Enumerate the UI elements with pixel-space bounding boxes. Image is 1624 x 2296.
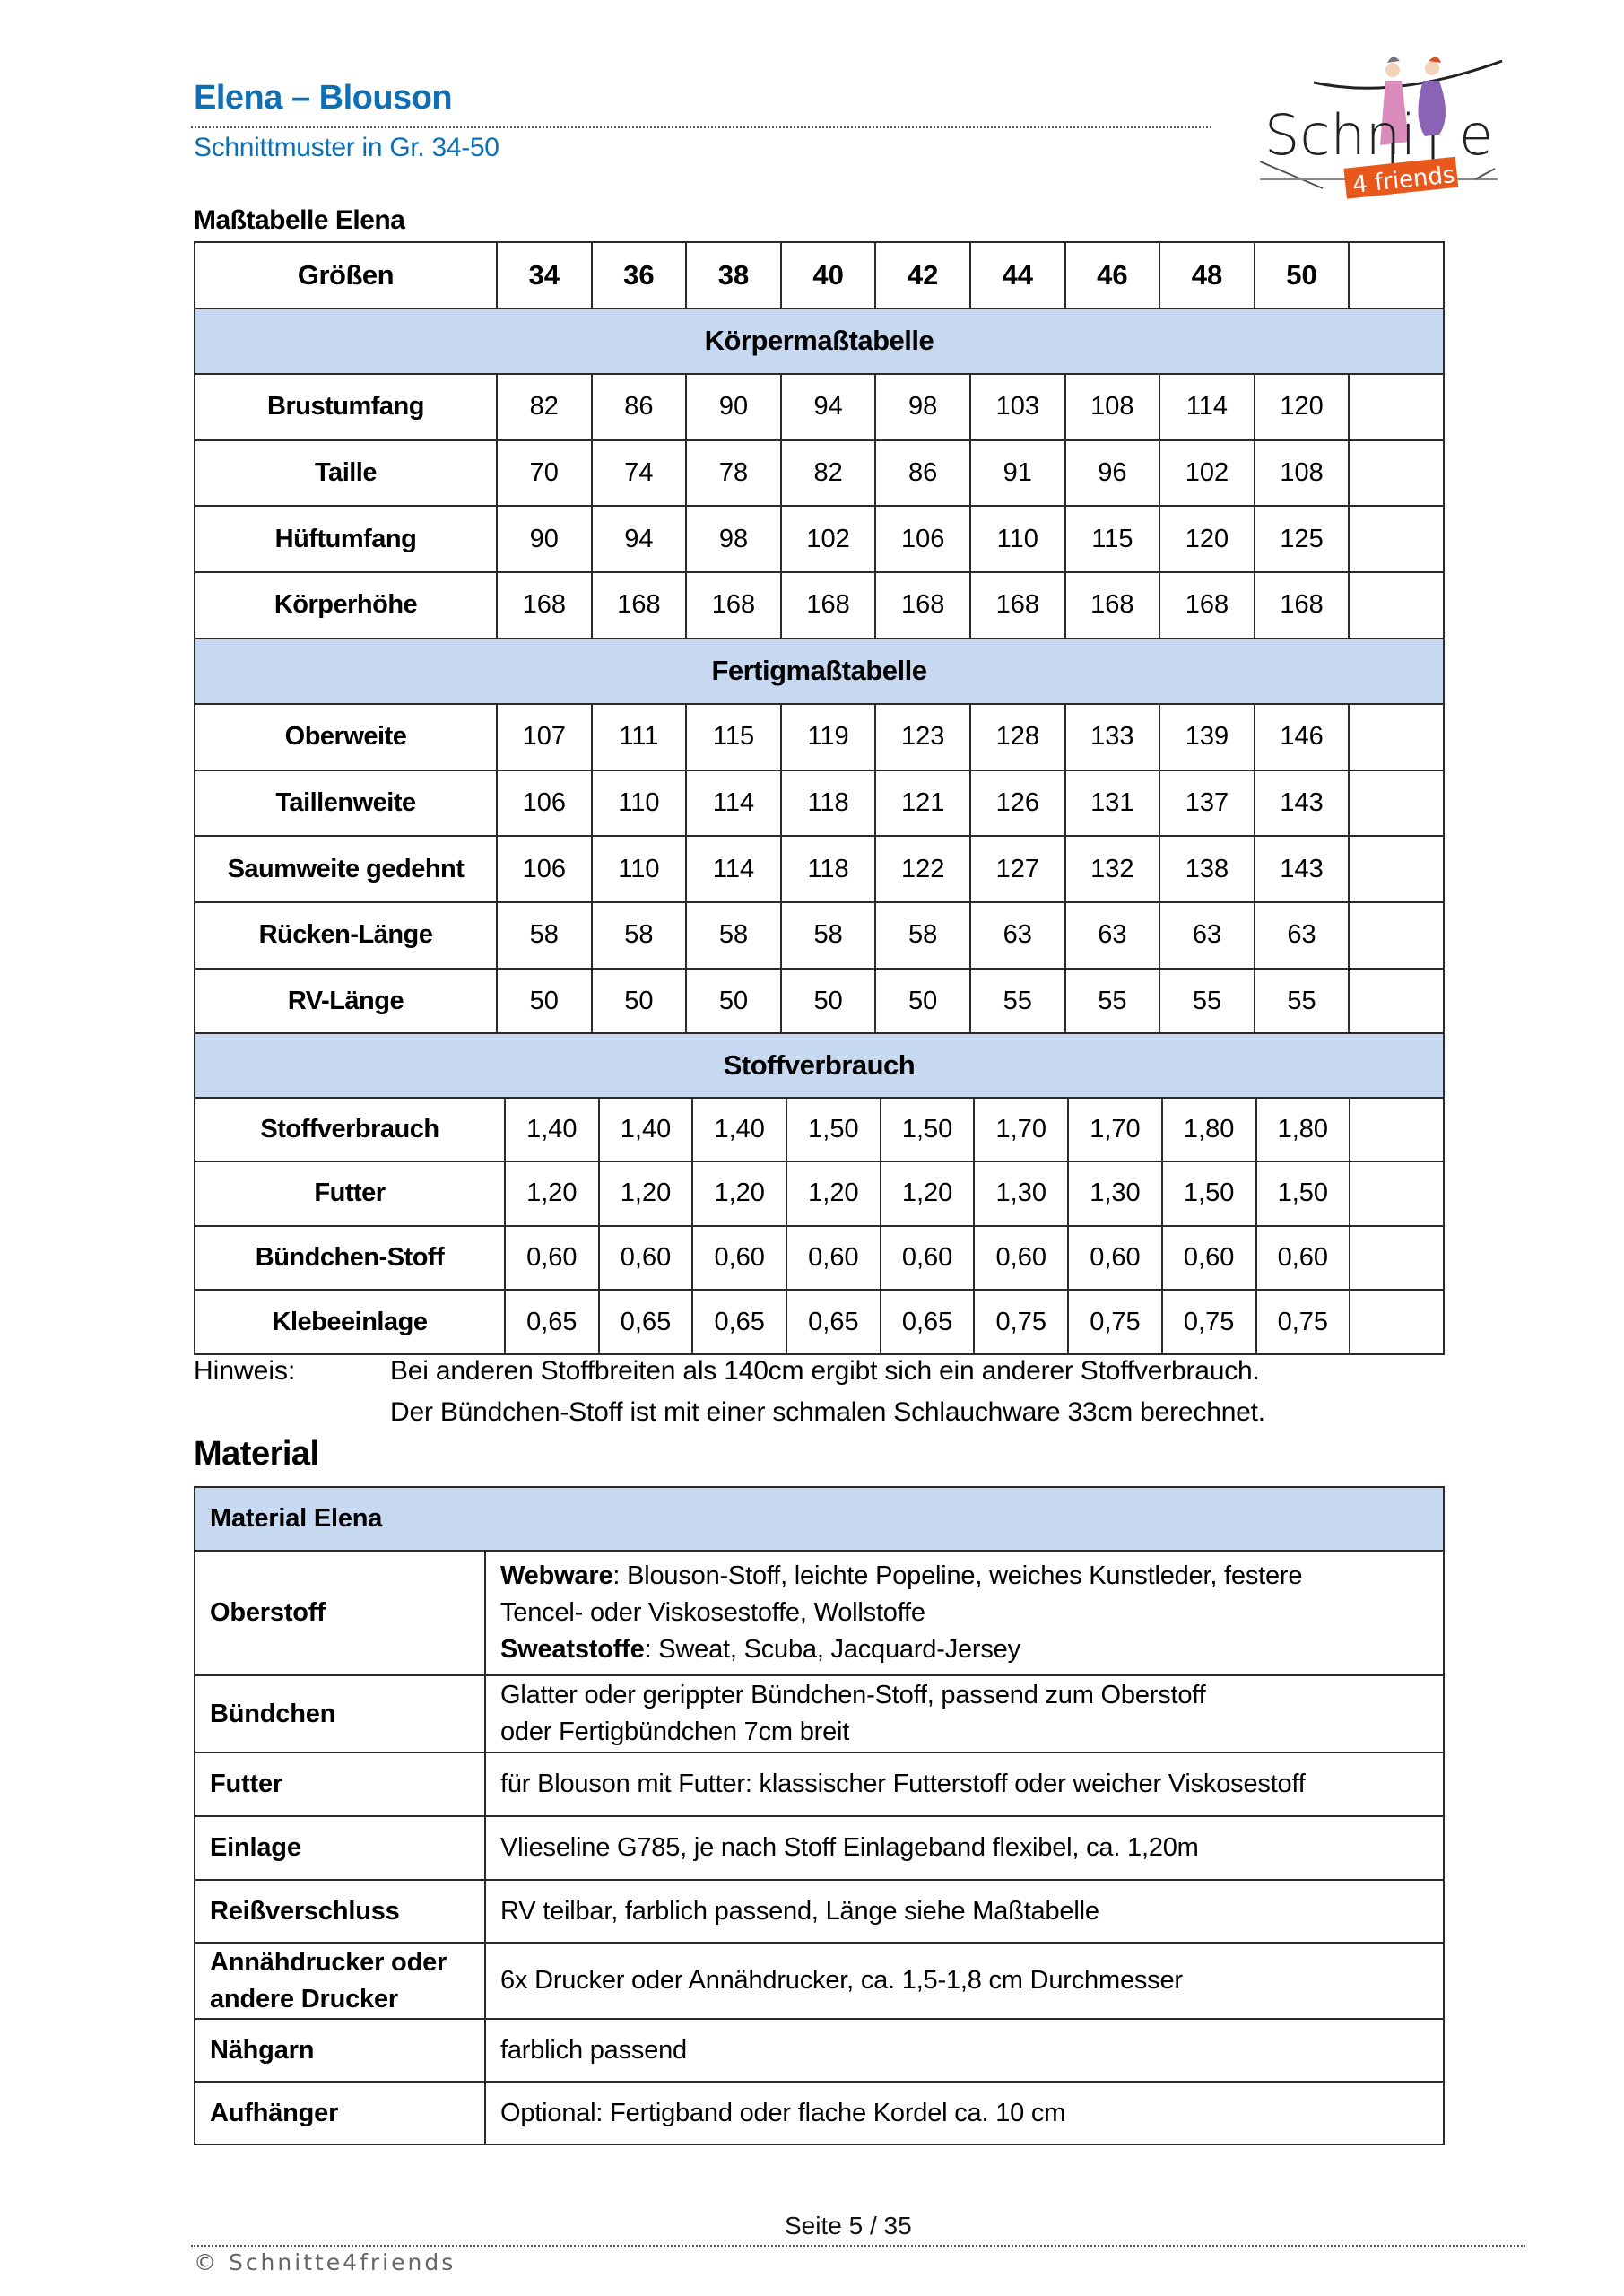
table-row xyxy=(195,506,1444,572)
material-label: Reißverschluss xyxy=(195,1880,485,1943)
value-cell: 0,60 xyxy=(692,1226,786,1291)
value-cell xyxy=(1350,1226,1444,1291)
value-cell: 168 xyxy=(1065,572,1160,639)
value-cell: 106 xyxy=(875,506,970,572)
value-cell: 94 xyxy=(781,374,876,440)
material-label: Annähdrucker oder andere Drucker xyxy=(195,1943,485,2019)
value-cell: 125 xyxy=(1255,506,1350,572)
value-cell: 55 xyxy=(1065,969,1160,1035)
value-cell: 0,60 xyxy=(505,1226,599,1291)
header-divider xyxy=(191,126,1211,128)
description-text: Tencel- oder Viskosestoffe, Wollstoffe xyxy=(500,1598,925,1627)
value-cell xyxy=(1350,1290,1444,1354)
value-cell: 58 xyxy=(497,902,592,969)
value-cell: 0,60 xyxy=(1068,1226,1162,1291)
description-line xyxy=(500,1558,1443,1595)
value-cell: 168 xyxy=(592,572,687,639)
value-cell: 90 xyxy=(497,506,592,572)
value-cell: 1,50 xyxy=(1162,1161,1256,1226)
size-cell: 40 xyxy=(781,242,876,309)
note-line: Der Bündchen-Stoff ist mit einer schmalen Schlauchware 33cm berechnet. xyxy=(390,1397,1265,1427)
value-cell: 1,50 xyxy=(881,1098,975,1162)
value-cell: 139 xyxy=(1159,704,1255,770)
value-cell xyxy=(1349,770,1444,837)
value-cell xyxy=(1349,440,1444,507)
value-cell: 1,40 xyxy=(505,1098,599,1162)
table-row xyxy=(195,572,1444,639)
row-label: Brustumfang xyxy=(195,374,497,440)
material-row xyxy=(195,1551,1444,1675)
value-cell: 107 xyxy=(497,704,592,770)
value-cell: 122 xyxy=(875,836,970,902)
body-measure-rows xyxy=(195,374,1444,638)
value-cell: 138 xyxy=(1159,836,1255,902)
value-cell: 63 xyxy=(1065,902,1160,969)
row-label: RV-Länge xyxy=(195,969,497,1035)
value-cell: 82 xyxy=(497,374,592,440)
description-text: 6x Drucker oder Annähdrucker, ca. 1,5-1,8 cm Durchmesser xyxy=(500,1966,1183,1995)
value-cell: 121 xyxy=(875,770,970,837)
value-cell: 96 xyxy=(1065,440,1160,507)
measure-table-heading: Maßtabelle Elena xyxy=(194,205,405,235)
value-cell: 50 xyxy=(781,969,876,1035)
value-cell: 1,70 xyxy=(974,1098,1068,1162)
description-text: RV teilbar, farblich passend, Länge siehe Maßtabelle xyxy=(500,1896,1099,1926)
description-text: Glatter oder gerippter Bündchen-Stoff, passend zum Oberstoff xyxy=(500,1681,1206,1709)
fabric-type-keyword: Sweatstoffe xyxy=(500,1635,645,1664)
description-text: Vlieseline G785, je nach Stoff Einlageband flexibel, ca. 1,20m xyxy=(500,1833,1199,1862)
value-cell: 131 xyxy=(1065,770,1160,837)
value-cell: 86 xyxy=(592,374,687,440)
value-cell: 0,75 xyxy=(1256,1290,1350,1354)
table-row xyxy=(195,1290,1444,1354)
value-cell: 103 xyxy=(970,374,1065,440)
value-cell: 98 xyxy=(686,506,781,572)
value-cell: 58 xyxy=(875,902,970,969)
value-cell: 55 xyxy=(1159,969,1255,1035)
section-band xyxy=(195,639,1444,705)
value-cell: 0,60 xyxy=(974,1226,1068,1291)
fabric-consumption-table xyxy=(194,1032,1445,1355)
table-row xyxy=(195,440,1444,507)
value-cell: 1,40 xyxy=(599,1098,693,1162)
value-cell: 168 xyxy=(686,572,781,639)
value-cell: 115 xyxy=(1065,506,1160,572)
material-label: Futter xyxy=(195,1752,485,1816)
value-cell: 120 xyxy=(1159,506,1255,572)
value-cell xyxy=(1349,506,1444,572)
value-cell: 0,65 xyxy=(786,1290,881,1354)
svg-text:4 friends: 4 friends xyxy=(1350,161,1456,199)
value-cell: 0,65 xyxy=(505,1290,599,1354)
row-label: Futter xyxy=(195,1161,505,1226)
value-cell: 0,60 xyxy=(599,1226,693,1291)
size-cell: 42 xyxy=(875,242,970,309)
value-cell: 55 xyxy=(970,969,1065,1035)
material-description xyxy=(485,2019,1444,2082)
description-line xyxy=(500,1595,1443,1631)
table-row xyxy=(195,1161,1444,1226)
description-line xyxy=(500,1962,1443,1999)
value-cell: 106 xyxy=(497,836,592,902)
value-cell: 55 xyxy=(1255,969,1350,1035)
fabric-type-keyword: Webware xyxy=(500,1561,613,1590)
value-cell: 58 xyxy=(592,902,687,969)
value-cell: 0,60 xyxy=(786,1226,881,1291)
row-label: Klebeeinlage xyxy=(195,1290,505,1354)
value-cell: 110 xyxy=(592,770,687,837)
value-cell: 120 xyxy=(1255,374,1350,440)
description-line xyxy=(500,1893,1443,1930)
material-row xyxy=(195,1880,1444,1943)
material-row xyxy=(195,2082,1444,2144)
value-cell: 118 xyxy=(781,770,876,837)
description-text: : Blouson-Stoff, leichte Popeline, weiches Kunstleder, festere xyxy=(612,1561,1303,1590)
value-cell: 58 xyxy=(686,902,781,969)
value-cell: 50 xyxy=(592,969,687,1035)
material-row xyxy=(195,1943,1444,2019)
value-cell: 98 xyxy=(875,374,970,440)
description-line xyxy=(500,1677,1443,1714)
value-cell: 78 xyxy=(686,440,781,507)
size-cell xyxy=(1349,242,1444,309)
value-cell: 110 xyxy=(970,506,1065,572)
value-cell: 0,75 xyxy=(1068,1290,1162,1354)
value-cell xyxy=(1349,969,1444,1035)
value-cell: 108 xyxy=(1255,440,1350,507)
material-row xyxy=(195,1752,1444,1816)
value-cell: 127 xyxy=(970,836,1065,902)
description-text: farblich passend xyxy=(500,2035,687,2065)
value-cell: 1,80 xyxy=(1256,1098,1350,1162)
value-cell: 118 xyxy=(781,836,876,902)
row-label: Bündchen-Stoff xyxy=(195,1226,505,1291)
value-cell: 0,60 xyxy=(881,1226,975,1291)
value-cell: 82 xyxy=(781,440,876,507)
finished-measure-rows xyxy=(195,704,1444,1034)
fabric-section-title: Stoffverbrauch xyxy=(195,1033,1444,1098)
value-cell: 133 xyxy=(1065,704,1160,770)
material-table-title: Material Elena xyxy=(195,1487,1444,1551)
table-row xyxy=(195,969,1444,1035)
material-description xyxy=(485,1880,1444,1943)
value-cell: 1,40 xyxy=(692,1098,786,1162)
footer-divider xyxy=(191,2245,1525,2247)
value-cell: 50 xyxy=(686,969,781,1035)
description-line xyxy=(500,1714,1443,1751)
value-cell: 146 xyxy=(1255,704,1350,770)
measure-table xyxy=(194,241,1445,1035)
description-text: Optional: Fertigband oder flache Kordel ca. 10 cm xyxy=(500,2098,1066,2127)
table-row xyxy=(195,770,1444,837)
row-label: Rücken-Länge xyxy=(195,902,497,969)
material-label: Bündchen xyxy=(195,1675,485,1752)
value-cell: 126 xyxy=(970,770,1065,837)
table-row xyxy=(195,1226,1444,1291)
material-label: Aufhänger xyxy=(195,2082,485,2144)
material-label: Nähgarn xyxy=(195,2019,485,2082)
description-line xyxy=(500,1766,1443,1803)
value-cell: 50 xyxy=(497,969,592,1035)
table-row xyxy=(195,1098,1444,1162)
value-cell: 168 xyxy=(1159,572,1255,639)
value-cell: 1,50 xyxy=(786,1098,881,1162)
body-measure-section-title: Körpermaßtabelle xyxy=(195,309,1444,375)
logo-graphic-icon xyxy=(1260,45,1520,206)
sizes-row xyxy=(195,242,1444,309)
value-cell: 63 xyxy=(970,902,1065,969)
size-cell: 34 xyxy=(497,242,592,309)
row-label: Oberweite xyxy=(195,704,497,770)
copyright: © Schnitte4friends xyxy=(194,2249,456,2275)
material-description xyxy=(485,1816,1444,1880)
value-cell: 91 xyxy=(970,440,1065,507)
material-description xyxy=(485,1943,1444,2019)
size-cell: 36 xyxy=(592,242,687,309)
value-cell: 168 xyxy=(1255,572,1350,639)
value-cell: 0,65 xyxy=(881,1290,975,1354)
value-cell: 0,60 xyxy=(1162,1226,1256,1291)
value-cell: 0,75 xyxy=(1162,1290,1256,1354)
document-title: Elena – Blouson xyxy=(194,79,453,117)
schnitte4friends-logo xyxy=(1260,45,1520,206)
value-cell: 168 xyxy=(497,572,592,639)
value-cell: 110 xyxy=(592,836,687,902)
value-cell: 0,65 xyxy=(692,1290,786,1354)
value-cell: 168 xyxy=(781,572,876,639)
value-cell: 115 xyxy=(686,704,781,770)
material-heading: Material xyxy=(194,1435,319,1473)
material-row xyxy=(195,1675,1444,1752)
size-cell: 38 xyxy=(686,242,781,309)
value-cell xyxy=(1349,902,1444,969)
value-cell xyxy=(1349,572,1444,639)
material-table-header xyxy=(195,1487,1444,1551)
description-line xyxy=(500,1830,1443,1866)
value-cell: 74 xyxy=(592,440,687,507)
material-table xyxy=(194,1486,1445,2145)
finished-measure-section-title: Fertigmaßtabelle xyxy=(195,639,1444,705)
value-cell xyxy=(1349,704,1444,770)
value-cell: 168 xyxy=(875,572,970,639)
value-cell: 94 xyxy=(592,506,687,572)
value-cell: 114 xyxy=(686,836,781,902)
row-label: Körperhöhe xyxy=(195,572,497,639)
value-cell: 0,65 xyxy=(599,1290,693,1354)
sizes-label: Größen xyxy=(195,242,497,309)
row-label: Stoffverbrauch xyxy=(195,1098,505,1162)
value-cell: 1,20 xyxy=(692,1161,786,1226)
value-cell: 58 xyxy=(781,902,876,969)
value-cell: 108 xyxy=(1065,374,1160,440)
value-cell: 1,30 xyxy=(1068,1161,1162,1226)
size-cell: 44 xyxy=(970,242,1065,309)
value-cell xyxy=(1349,836,1444,902)
table-row xyxy=(195,374,1444,440)
value-cell: 143 xyxy=(1255,770,1350,837)
value-cell: 0,60 xyxy=(1256,1226,1350,1291)
value-cell xyxy=(1350,1098,1444,1162)
material-row xyxy=(195,1816,1444,1880)
size-cell: 50 xyxy=(1255,242,1350,309)
row-label: Taillenweite xyxy=(195,770,497,837)
size-cell: 48 xyxy=(1159,242,1255,309)
value-cell: 1,20 xyxy=(786,1161,881,1226)
value-cell: 86 xyxy=(875,440,970,507)
value-cell: 70 xyxy=(497,440,592,507)
value-cell: 106 xyxy=(497,770,592,837)
value-cell: 90 xyxy=(686,374,781,440)
value-cell: 111 xyxy=(592,704,687,770)
value-cell: 114 xyxy=(1159,374,1255,440)
material-description xyxy=(485,1551,1444,1675)
value-cell xyxy=(1349,374,1444,440)
value-cell: 63 xyxy=(1255,902,1350,969)
table-row xyxy=(195,902,1444,969)
description-text: : Sweat, Scuba, Jacquard-Jersey xyxy=(644,1635,1020,1664)
value-cell: 114 xyxy=(686,770,781,837)
value-cell: 1,70 xyxy=(1068,1098,1162,1162)
value-cell: 1,20 xyxy=(505,1161,599,1226)
value-cell: 1,50 xyxy=(1256,1161,1350,1226)
value-cell: 143 xyxy=(1255,836,1350,902)
description-text: für Blouson mit Futter: klassischer Futterstoff oder weicher Viskosestoff xyxy=(500,1770,1306,1798)
page-number: Seite 5 / 35 xyxy=(785,2212,912,2239)
section-band xyxy=(195,309,1444,375)
row-label: Saumweite gedehnt xyxy=(195,836,497,902)
table-row xyxy=(195,836,1444,902)
value-cell: 1,20 xyxy=(881,1161,975,1226)
svg-text:e: e xyxy=(1459,102,1494,168)
description-text: oder Fertigbündchen 7cm breit xyxy=(500,1718,850,1746)
document-subtitle: Schnittmuster in Gr. 34-50 xyxy=(194,133,499,162)
description-line xyxy=(500,2032,1443,2069)
note-label: Hinweis: xyxy=(194,1356,296,1386)
section-band xyxy=(195,1033,1444,1098)
value-cell: 1,30 xyxy=(974,1161,1068,1226)
value-cell: 132 xyxy=(1065,836,1160,902)
value-cell: 168 xyxy=(970,572,1065,639)
row-label: Hüftumfang xyxy=(195,506,497,572)
note-line: Bei anderen Stoffbreiten als 140cm ergibt sich ein anderer Stoffverbrauch. xyxy=(390,1356,1260,1386)
material-label: Oberstoff xyxy=(195,1551,485,1675)
value-cell: 102 xyxy=(781,506,876,572)
material-description xyxy=(485,1752,1444,1816)
material-row xyxy=(195,2019,1444,2082)
value-cell: 119 xyxy=(781,704,876,770)
value-cell: 102 xyxy=(1159,440,1255,507)
material-description xyxy=(485,1675,1444,1752)
value-cell: 123 xyxy=(875,704,970,770)
table-row xyxy=(195,704,1444,770)
value-cell xyxy=(1350,1161,1444,1226)
row-label: Taille xyxy=(195,440,497,507)
fabric-rows xyxy=(195,1098,1444,1354)
value-cell: 137 xyxy=(1159,770,1255,837)
value-cell: 1,80 xyxy=(1162,1098,1256,1162)
svg-text:Schni: Schni xyxy=(1264,102,1417,168)
material-rows xyxy=(195,1551,1444,2144)
material-label: Einlage xyxy=(195,1816,485,1880)
description-line xyxy=(500,2095,1443,2132)
value-cell: 50 xyxy=(875,969,970,1035)
value-cell: 1,20 xyxy=(599,1161,693,1226)
size-cell: 46 xyxy=(1065,242,1160,309)
material-description xyxy=(485,2082,1444,2144)
value-cell: 128 xyxy=(970,704,1065,770)
value-cell: 63 xyxy=(1159,902,1255,969)
value-cell: 0,75 xyxy=(974,1290,1068,1354)
description-line xyxy=(500,1631,1443,1668)
